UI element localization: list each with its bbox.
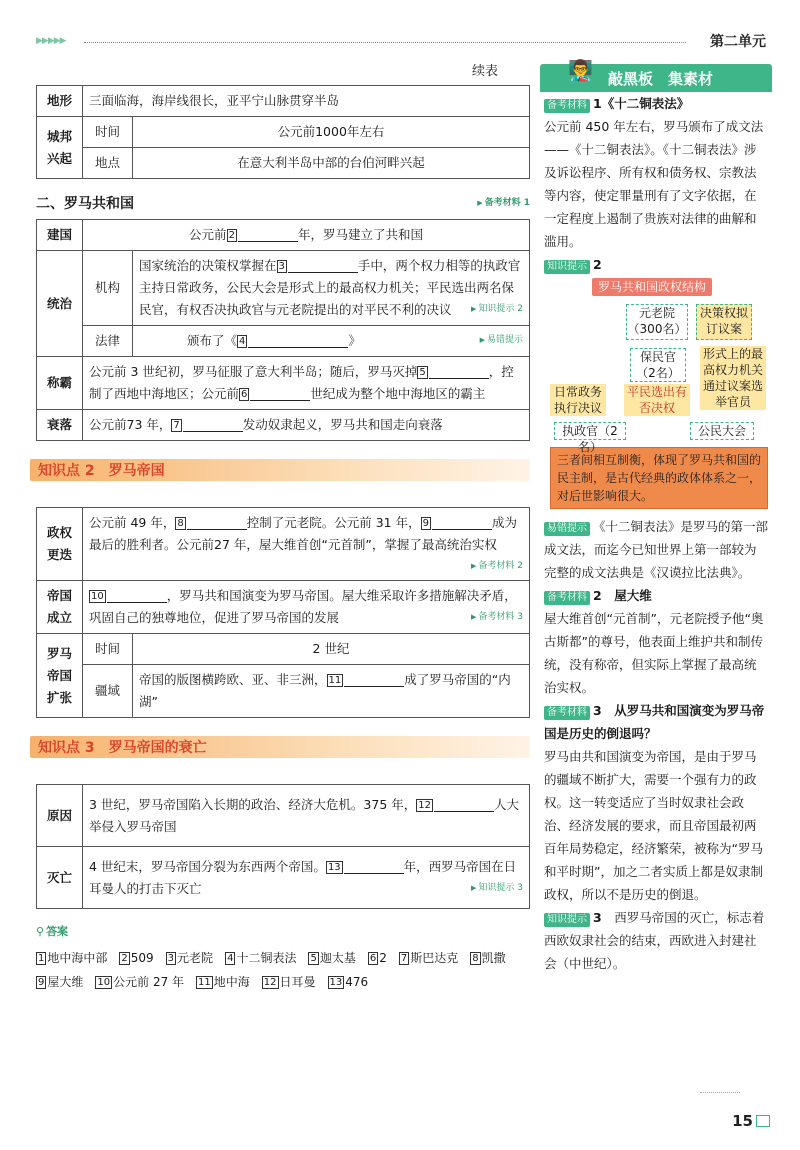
fill-blank[interactable] [107,587,167,603]
table-row [37,785,530,847]
senate-box: 元老院（300名） [626,304,688,340]
table-row [37,220,530,251]
cell-text: 3 世纪，罗马帝国陷入长期的政治、经济大危机。375 年， 12 人大举侵入罗马帝国 [83,785,530,847]
hint-link[interactable]: ▶ 易错提示 [480,330,523,350]
sub-head: 地点 [83,148,133,179]
answer-item: 12 日耳曼 [263,975,316,989]
row-head: 罗马帝国扩张 [37,634,83,718]
answer-item: 4 十二铜表法 [227,951,297,965]
table-decline [36,784,530,909]
right-header: 👨‍🏫 敲黑板 集素材 [540,64,772,92]
answer-item: 7 斯巴达克 [400,951,459,965]
table-republic [36,219,530,441]
power-structure-diagram [540,278,772,454]
hint-link[interactable]: ▶ 备考材料 3 [471,607,523,627]
sub-head: 疆域 [83,665,133,718]
cell-text: 颁布了《 4 》 ▶ 易错提示 [133,326,530,357]
arrow-decoration-icon: ▶▶▶▶▶ [36,36,66,46]
cell-text: 在意大利半岛中部的台伯河畔兴起 [133,148,530,179]
unit-title: 第二单元 [710,34,766,50]
table-row [37,357,530,410]
fill-blank[interactable] [183,416,243,432]
cell-text: 帝国的版图横跨欧、亚、非三洲， 11 成了罗马帝国的“内湖” [133,665,530,718]
cell-text: 三面临海，海岸线很长，亚平宁山脉贯穿半岛 [83,86,530,117]
right-column [540,58,772,975]
tribune-power-box: 平民选出有否决权 [624,384,690,416]
row-head: 原因 [37,785,83,847]
fill-blank[interactable] [238,226,298,242]
answer-item: 13 476 [329,975,369,989]
table-row [37,86,530,117]
sub-head: 时间 [83,634,133,665]
table-row [37,634,530,665]
table-row [37,148,530,179]
table-row [37,665,530,718]
cell-text: 4 世纪末，罗马帝国分裂为东西两个帝国。 13 年，西罗马帝国在日耳曼人的打击下灭亡 ▶ 知识提示 3 [83,847,530,909]
error-tip: 易错提示 《十二铜表法》是罗马的第一部成文法，而迄今已知世界上第一部较为完整的成文法典是《汉谟拉比法典》。 [544,519,769,580]
answer-item: 2 509 [121,951,154,965]
cell-text: 2 世纪 [133,634,530,665]
fill-blank[interactable] [429,363,489,379]
table-row [37,410,530,441]
table-row [37,847,530,909]
row-head: 帝国成立 [37,581,83,634]
cell-text: 公元前1000年左右 [133,117,530,148]
answer-item: 3 元老院 [167,951,214,965]
consul-box: 执政官（2名） [554,422,626,440]
row-head: 衰落 [37,410,83,441]
material-2: 备考材料 2 屋大维 屋大维首创“元首制”，元老院授予他“奥古斯都”的尊号，他表面上维护共和制传统，没有称帝，但实际上掌握了最高统治实权。 [544,588,764,695]
table-row [37,117,530,148]
tag-badge: 备考材料 [544,591,590,605]
answer-item: 1 地中海中部 [38,951,108,965]
page-number: 15 [732,1112,770,1130]
section-title: 二、罗马共和国 ▶ 备考材料 1 [36,193,530,213]
diagram-summary: 三者间相互制衡，体现了罗马共和国的民主制，是古代经典的政体体系之一，对后世影响很大。 [550,447,768,509]
answer-item: 11 地中海 [198,975,250,989]
fill-blank[interactable] [344,858,404,874]
table-row [37,508,530,581]
knowledge-point-3-banner: 知识点 3 罗马帝国的衰亡 [30,736,530,758]
hint-link[interactable]: ▶ 备考材料 2 [471,556,523,576]
answer-list [36,946,530,994]
material-1: 备考材料 1《十二铜表法》 公元前 450 年左右，罗马颁布了成文法——《十二铜表法》。《十二铜表法》涉及诉讼程序、所有权和债务权、宗教法等内容，使定罪量刑有了文字依据，在一定程度上遏制了贵族对法律的曲解和滥用。 [544,96,764,249]
answer-item: 5 迦太基 [310,951,356,965]
fill-blank[interactable] [248,332,348,348]
row-head: 建国 [37,220,83,251]
row-head: 政权更迭 [37,508,83,581]
row-head: 城邦兴起 [37,117,83,179]
knowledge-tip-2: 知识提示 2 [540,253,772,276]
top-band [36,34,766,50]
sub-head: 时间 [83,117,133,148]
table-geography [36,85,530,179]
page-dots [700,1092,740,1093]
hint-link[interactable]: ▶ 知识提示 2 [471,299,523,319]
fill-blank[interactable] [432,514,492,530]
tag-badge: 知识提示 [544,260,590,274]
teacher-icon: 👨‍🏫 [568,58,593,82]
cell-text: 公元前 3 世纪初，罗马征服了意大利半岛；随后，罗马灭掉 5 ，控制了西地中海地区；公元前 6 世纪成为整个地中海地区的霸主 [83,357,530,410]
tag-badge: 知识提示 [544,913,590,927]
hint-link[interactable]: ▶ 备考材料 1 [477,193,530,213]
dotted-divider [84,42,686,43]
senate-power-box: 决策权拟订议案 [696,304,752,340]
cell-text: 10 ，罗马共和国演变为罗马帝国。屋大维采取许多措施解决矛盾，巩固自己的独尊地位，促进了罗马帝国的发展 ▶ 备考材料 3 [83,581,530,634]
answer-item: 8 凯撒 [472,951,506,965]
cell-text: 公元前 49 年， 8 控制了元老院。公元前 31 年， 9 成为最后的胜利者。公元前27 年，屋大维首创“元首制”，掌握了最高统治实权 ▶ 备考材料 2 [83,508,530,581]
left-column [36,60,530,994]
sub-head: 法律 [83,326,133,357]
row-head: 地形 [37,86,83,117]
answer-item: 10 公元前 27 年 [97,975,185,989]
material-3: 备考材料 3 从罗马共和国演变为罗马帝国是历史的倒退吗？ 罗马由共和国演变为帝国，是由于罗马的疆域不断扩大，需要一个强有力的政权。这一转变适应了当时奴隶社会政治、经济发展的要求，而且帝国最初两百年局势稳定，经济繁荣，被称为“罗马和平时期”，加之二者实质上都是奴隶制政权，所以不是历史的倒退。 [544,703,765,902]
answer-item: 9 屋大维 [38,975,84,989]
diagram-title: 罗马共和国政权结构 [592,278,712,296]
continued-label: 续表 [471,64,498,79]
row-head: 灭亡 [37,847,83,909]
answer-item: 6 2 [369,951,387,965]
sub-head: 机构 [83,251,133,326]
knowledge-point-2-banner: 知识点 2 罗马帝国 [30,459,530,481]
answer-section [36,919,530,994]
fill-blank[interactable] [434,796,494,812]
assembly-power-box: 形式上的最高权力机关通过议案选举官员 [700,346,766,410]
table-row [37,251,530,326]
row-head: 统治 [37,251,83,357]
fill-blank[interactable] [187,514,247,530]
tag-badge: 易错提示 [544,522,590,536]
fill-blank[interactable] [344,671,404,687]
tribune-box: 保民官（2名） [630,348,686,382]
table-empire [36,507,530,718]
assembly-box: 公民大会 [690,422,754,440]
hint-link[interactable]: ▶ 知识提示 3 [471,878,523,898]
tag-badge: 备考材料 [544,706,590,720]
cell-text: 公元前 2 年，罗马建立了共和国 [83,220,530,251]
knowledge-tip-3: 知识提示 3 西罗马帝国的灭亡，标志着西欧奴隶社会的结束，西欧进入封建社会（中世纪）。 [544,910,765,971]
consul-power-box: 日常政务执行决议 [550,384,606,416]
table-row [37,326,530,357]
fill-blank[interactable] [288,257,358,273]
cell-text: 公元前73 年， 7 发动奴隶起义，罗马共和国走向衰落 [83,410,530,441]
cell-text: 国家统治的决策权掌握在 3 手中，两个权力相等的执政官主持日常政务，公民大会是形式上的最高权力机关；平民选出两名保民官，有权否决执政官与元老院提出的对平民不利的决议 ▶ 知识提示 2 [133,251,530,326]
answer-title: ⚲ 答案 [36,920,68,944]
table-row [37,581,530,634]
row-head: 称霸 [37,357,83,410]
fill-blank[interactable] [250,385,310,401]
book-icon [756,1115,770,1127]
tag-badge: 备考材料 [544,99,590,113]
